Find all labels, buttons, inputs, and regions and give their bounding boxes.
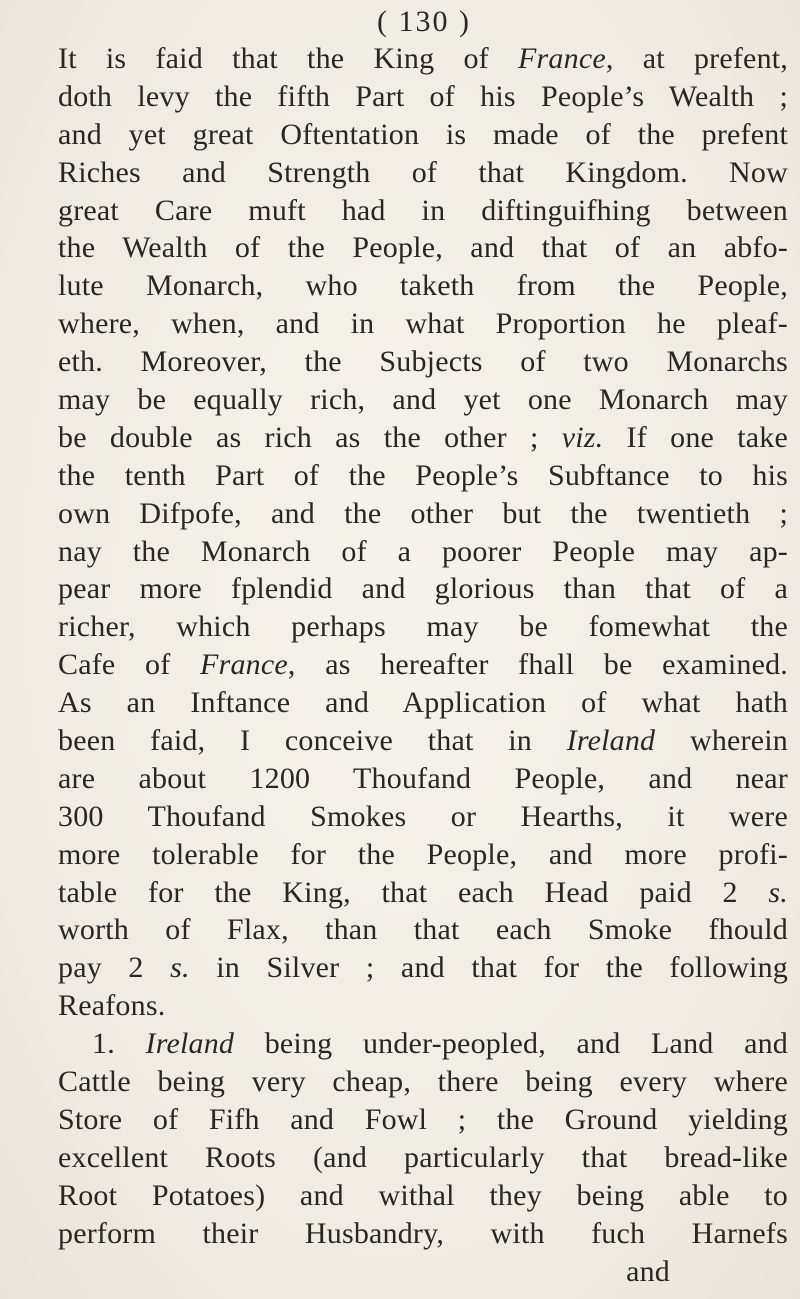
text-line: Riches and Strength of that Kingdom. Now <box>58 155 788 189</box>
text-line: perform their Husbandry, with fuch Harnefs <box>58 1216 788 1250</box>
text-line: great Care muft had in diftinguifhing between <box>58 193 788 227</box>
text-line: may be equally rich, and yet one Monarch may <box>58 383 788 417</box>
text-line: pay 2 s. in Silver ; and that for the following <box>58 951 788 985</box>
text-line: more tolerable for the People, and more profi- <box>58 837 788 871</box>
text-line: and yet great Oftentation is made of the prefent <box>58 117 788 151</box>
text-line: Cafe of France, as hereafter fhall be examined. <box>58 648 788 682</box>
text-line: Cattle being very cheap, there being every where <box>58 1065 788 1099</box>
catchword: and <box>626 1254 670 1288</box>
text-line: eth. Moreover, the Subjects of two Monarchs <box>58 345 788 379</box>
text-line: are about 1200 Thoufand People, and near <box>58 761 788 795</box>
text-line: excellent Roots (and particularly that bread-like <box>58 1140 788 1174</box>
text-line: own Difpofe, and the other but the twentieth ; <box>58 496 788 530</box>
text-line: been faid, I conceive that in Ireland wherein <box>58 724 788 758</box>
page-number: ( 130 ) <box>377 5 471 38</box>
text-line: Store of Fifh and Fowl ; the Ground yielding <box>58 1102 788 1136</box>
body-text <box>58 40 788 1290</box>
text-line: table for the King, that each Head paid 2 s. <box>58 875 788 909</box>
text-line: doth levy the fifth Part of his People’s Wealth ; <box>58 79 788 113</box>
text-line: nay the Monarch of a poorer People may ap- <box>58 534 788 568</box>
text-line: the Wealth of the People, and that of an abfo- <box>58 231 788 265</box>
text-line: the tenth Part of the People’s Subftance to his <box>58 458 788 492</box>
text-line: It is faid that the King of France, at prefent, <box>58 42 789 75</box>
text-line: lute Monarch, who taketh from the People, <box>58 269 788 303</box>
text-line: richer, which perhaps may be fomewhat the <box>58 610 788 644</box>
text-line: worth of Flax, than that each Smoke fhould <box>58 913 788 947</box>
text-line: be double as rich as the other ; viz. If one take <box>58 420 788 454</box>
text-line: where, when, and in what Proportion he pleaf- <box>58 307 788 341</box>
text-line: 1. Ireland being under-peopled, and Land and <box>92 1027 788 1061</box>
text-line: Reafons. <box>58 989 166 1023</box>
text-line: As an Inftance and Application of what hath <box>58 686 788 720</box>
text-line: 300 Thoufand Smokes or Hearths, it were <box>58 799 788 833</box>
text-line: Root Potatoes) and withal they being able to <box>58 1178 788 1212</box>
text-line: pear more fplendid and glorious than that of a <box>58 572 788 606</box>
